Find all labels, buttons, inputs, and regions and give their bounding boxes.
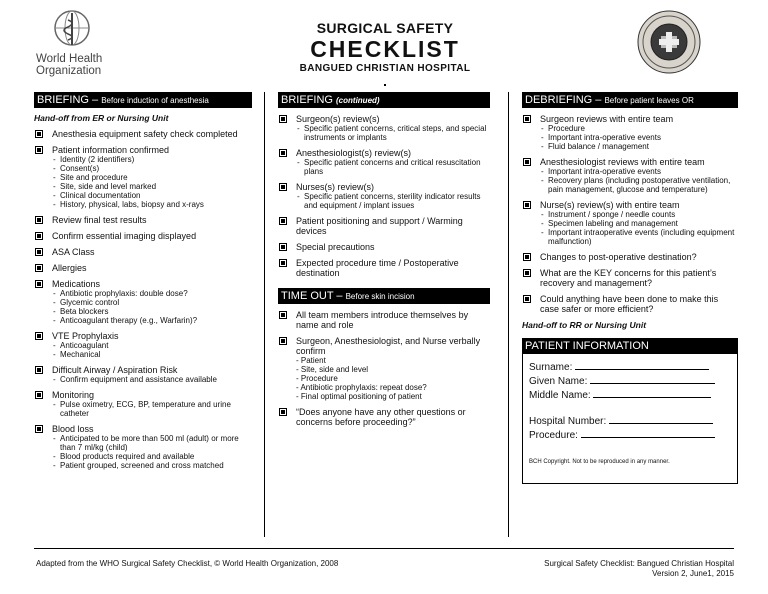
checklist-item-label: Surgeon, Anesthesiologist, and Nurse verbally confirm <box>296 336 481 356</box>
hospital-number-label: Hospital Number: <box>529 416 607 427</box>
sub-item-list <box>540 124 738 151</box>
checkbox-icon[interactable] <box>35 130 43 138</box>
checklist-item-label: Confirm essential imaging displayed <box>52 231 197 241</box>
checkbox-icon[interactable] <box>35 391 43 399</box>
checklist-item[interactable] <box>34 247 252 257</box>
column-divider <box>264 92 265 537</box>
checklist-item-label: All team members introduce themselves by name and role <box>296 310 469 330</box>
checkbox-icon[interactable] <box>523 115 531 123</box>
checklist-item[interactable] <box>278 407 490 427</box>
surname-line[interactable] <box>575 360 709 370</box>
footer-title: Surgical Safety Checklist: Bangued Christian Hospital <box>544 559 734 568</box>
checklist-item-label: Patient information confirmed <box>52 145 170 155</box>
sub-item: - Specific patient concerns, critical steps, and special instruments or implants <box>296 124 490 142</box>
sub-item: - Important intraoperative events (including equipment malfunction) <box>540 228 738 246</box>
sub-item-list <box>540 167 738 194</box>
footer-attribution: Adapted from the WHO Surgical Safety Checklist, © World Health Organization, 2008 <box>36 559 339 568</box>
checklist-item-label: VTE Prophylaxis <box>52 331 119 341</box>
briefing-list <box>34 129 252 470</box>
hospital-number-line[interactable] <box>609 414 713 424</box>
briefing-column <box>34 92 252 476</box>
checklist-item[interactable] <box>34 424 252 470</box>
sub-item: - Identity (2 identifiers) <box>52 155 252 164</box>
checklist-item-label: Review final test results <box>52 215 147 225</box>
checklist-item-label: “Does anyone have any other questions or concerns before proceeding?” <box>296 407 466 427</box>
sub-item: - Final optimal positioning of patient <box>296 392 422 401</box>
patient-info-header: PATIENT INFORMATION <box>522 338 738 354</box>
sub-item-list <box>52 400 252 418</box>
checklist-item-label: Changes to post-operative destination? <box>540 252 697 262</box>
checkbox-icon[interactable] <box>279 408 287 416</box>
checklist-item[interactable] <box>278 114 490 142</box>
given-name-line[interactable] <box>590 374 715 384</box>
checklist-item-label: Surgeon reviews with entire team <box>540 114 674 124</box>
sub-item: - History, physical, labs, biopsy and x-rays <box>52 200 252 209</box>
checkbox-icon[interactable] <box>35 146 43 154</box>
checklist-item-label: Blood loss <box>52 424 94 434</box>
sub-item: - Antibiotic prophylaxis: double dose? <box>52 289 252 298</box>
hospital-number-field[interactable] <box>529 414 737 428</box>
checkbox-icon[interactable] <box>523 269 531 277</box>
debriefing-header: DEBRIEFING – Before patient leaves OR <box>522 92 738 108</box>
sub-item-list <box>52 341 252 359</box>
checklist-item-label: Surgeon(s) review(s) <box>296 114 380 124</box>
title-block <box>250 20 520 74</box>
checklist-item[interactable] <box>522 294 738 314</box>
copyright-note: BCH Copyright. Not to be reproduced in any manner. <box>529 459 670 465</box>
checklist-item[interactable] <box>522 200 738 246</box>
checkbox-icon[interactable] <box>35 332 43 340</box>
checklist-item[interactable] <box>278 242 490 252</box>
sub-item: - Specific patient concerns and critical resuscitation plans <box>296 158 490 176</box>
checkbox-icon[interactable] <box>523 158 531 166</box>
who-text-line1: World Health <box>36 53 103 65</box>
who-text-line2: Organization <box>36 65 102 77</box>
checkbox-icon[interactable] <box>523 201 531 209</box>
checkbox-icon[interactable] <box>35 232 43 240</box>
sub-item: - Blood products required and available <box>52 452 252 461</box>
checklist-item[interactable] <box>34 231 252 241</box>
procedure-field[interactable] <box>529 428 737 442</box>
checklist-item-label: Patient positioning and support / Warming devices <box>296 216 463 236</box>
checklist-item-label: Special precautions <box>296 242 375 252</box>
middle-column <box>278 92 490 433</box>
sub-item-list <box>296 192 490 210</box>
sub-item: - Procedure <box>296 374 338 383</box>
checkbox-icon[interactable] <box>35 216 43 224</box>
checklist-item-label: Allergies <box>52 263 87 273</box>
checkbox-icon[interactable] <box>35 264 43 272</box>
sub-item: - Specimen labeling and management <box>540 219 738 228</box>
checkbox-icon[interactable] <box>35 425 43 433</box>
checklist-item[interactable] <box>34 390 252 418</box>
given-name-label: Given Name: <box>529 376 588 387</box>
sub-item-list <box>52 289 252 325</box>
checklist-item[interactable] <box>34 331 252 359</box>
checklist-item[interactable] <box>278 216 490 236</box>
briefing-continued-list <box>278 114 490 278</box>
checklist-item[interactable] <box>34 145 252 209</box>
sub-item-list <box>52 375 252 384</box>
middle-name-field[interactable] <box>529 388 737 402</box>
given-name-field[interactable] <box>529 374 737 388</box>
surname-field[interactable] <box>529 360 737 374</box>
sub-item-list <box>296 356 490 401</box>
checkbox-icon[interactable] <box>35 280 43 288</box>
checklist-item-label: Anesthesiologist(s) review(s) <box>296 148 412 158</box>
checklist-item[interactable] <box>278 258 490 278</box>
debriefing-column <box>522 92 738 484</box>
sub-item: - Patient grouped, screened and cross matched <box>52 461 252 470</box>
sub-item-list <box>52 434 252 470</box>
checkbox-icon[interactable] <box>279 115 287 123</box>
checklist-item[interactable] <box>278 310 490 330</box>
briefing-continued-header: BRIEFING (continued) <box>278 92 490 108</box>
sub-item: - Important intra-operative events <box>540 167 738 176</box>
sub-item: - Instrument / sponge / needle counts <box>540 210 738 219</box>
checklist-item-label: Anesthesia equipment safety check completed <box>52 129 238 139</box>
checklist-item-label: Could anything have been done to make this case safer or more efficient? <box>540 294 719 314</box>
sub-item: - Site, side and level marked <box>52 182 252 191</box>
sub-item: - Confirm equipment and assistance available <box>52 375 252 384</box>
checkbox-icon[interactable] <box>35 248 43 256</box>
checkbox-icon[interactable] <box>279 311 287 319</box>
sub-item: - Site and procedure <box>52 173 252 182</box>
handoff-from-note: Hand-off from ER or Nursing Unit <box>34 113 169 123</box>
checklist-item-label: What are the KEY concerns for this patient’s recovery and management? <box>540 268 717 288</box>
timeout-header: TIME OUT – Before skin incision <box>278 288 490 304</box>
checklist-item[interactable] <box>34 215 252 225</box>
checklist-item-label: Difficult Airway / Aspiration Risk <box>52 365 178 375</box>
sub-item-list <box>52 155 252 209</box>
handoff-to-note: Hand-off to RR or Nursing Unit <box>522 320 647 330</box>
checkbox-icon[interactable] <box>523 253 531 261</box>
sub-item: - Recovery plans (including postoperative ventilation, pain management, glucose and temperature) <box>540 176 738 194</box>
sub-item: - Procedure <box>540 124 738 133</box>
checklist-item[interactable] <box>278 182 490 210</box>
checklist-item-label: Nurses(s) review(s) <box>296 182 375 192</box>
column-divider <box>508 92 509 537</box>
checkbox-icon[interactable] <box>279 183 287 191</box>
sub-item: - Fluid balance / management <box>540 142 738 151</box>
checklist-item-label: Nurse(s) review(s) with entire team <box>540 200 680 210</box>
debriefing-list <box>522 114 738 314</box>
checklist-item[interactable] <box>34 365 252 384</box>
checklist-item-label: Medications <box>52 279 101 289</box>
title-small: SURGICAL SAFETY <box>316 20 454 36</box>
checkbox-icon[interactable] <box>279 337 287 345</box>
sub-item: - Pulse oximetry, ECG, BP, temperature and urine catheter <box>52 400 252 418</box>
hospital-name: BANGUED CHRISTIAN HOSPITAL <box>299 63 471 74</box>
who-emblem-icon <box>52 8 92 48</box>
decorative-dot <box>384 84 386 86</box>
procedure-label: Procedure: <box>529 430 578 441</box>
timeout-list <box>278 310 490 427</box>
footer-divider <box>34 548 734 549</box>
checklist-item[interactable] <box>522 114 738 151</box>
checklist-item[interactable] <box>34 129 252 139</box>
sub-item: - Beta blockers <box>52 307 252 316</box>
checklist-item[interactable] <box>522 157 738 194</box>
hospital-seal-icon <box>637 10 701 74</box>
sub-item: - Important intra-operative events <box>540 133 738 142</box>
checkbox-icon[interactable] <box>279 149 287 157</box>
sub-item: - Antibiotic prophylaxis: repeat dose? <box>296 383 427 392</box>
sub-item: - Mechanical <box>52 350 252 359</box>
checklist-item-label: ASA Class <box>52 247 95 257</box>
sub-item: - Specific patient concerns, sterility indicator results and equipment / implant issues <box>296 192 490 210</box>
sub-item-list <box>540 210 738 246</box>
checkbox-icon[interactable] <box>279 217 287 225</box>
sub-item-list <box>296 158 490 176</box>
sub-item: - Consent(s) <box>52 164 252 173</box>
surname-label: Surname: <box>529 362 573 373</box>
who-logo <box>36 8 126 77</box>
patient-info-box <box>522 354 738 484</box>
briefing-header: BRIEFING – Before induction of anesthesia <box>34 92 252 108</box>
checklist-item[interactable] <box>278 336 490 401</box>
sub-item: - Glycemic control <box>52 298 252 307</box>
checklist-item[interactable] <box>278 148 490 176</box>
sub-item: - Patient <box>296 356 326 365</box>
page-title: CHECKLIST <box>310 36 460 62</box>
checklist-item-label: Expected procedure time / Postoperative destination <box>296 258 459 278</box>
sub-item: - Site, side and level <box>296 365 369 374</box>
checklist-item[interactable] <box>34 263 252 273</box>
middle-name-label: Middle Name: <box>529 390 591 401</box>
sub-item: - Anticoagulant therapy (e.g., Warfarin)? <box>52 316 252 325</box>
checklist-item[interactable] <box>34 279 252 325</box>
checklist-item[interactable] <box>522 268 738 288</box>
sub-item: - Clinical documentation <box>52 191 252 200</box>
checklist-item-label: Anesthesiologist reviews with entire team <box>540 157 705 167</box>
checkbox-icon[interactable] <box>35 366 43 374</box>
checkbox-icon[interactable] <box>279 243 287 251</box>
checkbox-icon[interactable] <box>279 259 287 267</box>
footer-date: Version 2, June1, 2015 <box>652 569 734 578</box>
middle-name-line[interactable] <box>593 388 711 398</box>
checkbox-icon[interactable] <box>523 295 531 303</box>
footer-version <box>544 559 734 579</box>
checklist-item[interactable] <box>522 252 738 262</box>
checklist-item-label: Monitoring <box>52 390 95 400</box>
sub-item: - Anticoagulant <box>52 341 252 350</box>
sub-item: - Anticipated to be more than 500 ml (adult) or more than 7 ml/kg (child) <box>52 434 252 452</box>
procedure-line[interactable] <box>581 428 715 438</box>
sub-item-list <box>296 124 490 142</box>
